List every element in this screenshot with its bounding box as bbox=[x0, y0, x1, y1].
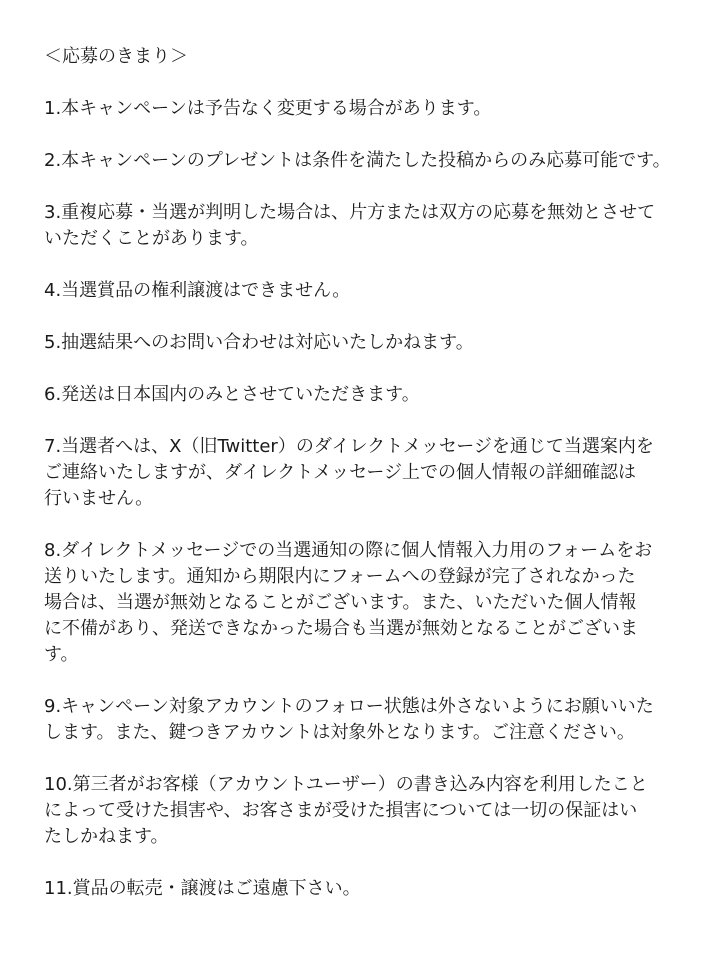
rule-item-7 bbox=[44, 434, 694, 512]
rule-line: いただくことがあります。 bbox=[44, 228, 259, 249]
rule-line: 10.第三者がお客様（アカウントユーザー）の書き込み内容を利用したこと bbox=[44, 774, 648, 795]
rule-item-8 bbox=[44, 538, 694, 668]
rule-item-11 bbox=[44, 876, 694, 902]
rule-line: します。また、鍵つきアカウントは対象外となります。ご注意ください。 bbox=[44, 722, 635, 743]
rule-item-2 bbox=[44, 148, 694, 174]
rule-line: に不備があり、発送できなかった場合も当選が無効となることがございま bbox=[44, 618, 638, 639]
rule-line: 1.本キャンペーンは予告なく変更する場合があります。 bbox=[44, 98, 492, 119]
rule-item-1 bbox=[44, 96, 694, 122]
rule-line: 4.当選賞品の権利譲渡はできません。 bbox=[44, 280, 351, 301]
rule-line: す。 bbox=[44, 644, 79, 665]
rule-line: 5.抽選結果へのお問い合わせは対応いたしかねます。 bbox=[44, 332, 474, 353]
rule-line: 2.本キャンペーンのプレゼントは条件を満たした投稿からのみ応募可能です。 bbox=[44, 150, 671, 171]
rule-item-5 bbox=[44, 330, 694, 356]
rule-line: 送りいたします。通知から期限内にフォームへの登録が完了されなかった bbox=[44, 566, 636, 587]
rule-item-6 bbox=[44, 382, 694, 408]
rule-item-10 bbox=[44, 772, 694, 850]
rule-line: によって受けた損害や、お客さまが受けた損害については一切の保証はい bbox=[44, 800, 638, 821]
rule-line: 11.賞品の転売・譲渡はご遠慮下さい。 bbox=[44, 878, 361, 899]
rule-line: 8.ダイレクトメッセージでの当選通知の際に個人情報入力用のフォームをお bbox=[44, 540, 653, 561]
rule-line: 行いません。 bbox=[44, 488, 154, 509]
rule-line: 場合は、当選が無効となることがございます。また、いただいた個人情報 bbox=[44, 592, 637, 613]
rule-line: ご連絡いたしますが、ダイレクトメッセージ上での個人情報の詳細確認は bbox=[44, 462, 637, 483]
rule-line: 7.当選者へは、X（旧Twitter）のダイレクトメッセージを通じて当選案内を bbox=[44, 436, 654, 457]
rules-document bbox=[44, 44, 694, 928]
page-title: ＜応募のきまり＞ bbox=[44, 46, 188, 67]
rule-line: たしかねます。 bbox=[44, 826, 169, 847]
rule-line: 9.キャンペーン対象アカウントのフォロー状態は外さないようにお願いいた bbox=[44, 696, 654, 717]
rule-line: 6.発送は日本国内のみとさせていただきます。 bbox=[44, 384, 420, 405]
rule-item-4 bbox=[44, 278, 694, 304]
rule-item-9 bbox=[44, 694, 694, 746]
rule-item-3 bbox=[44, 200, 694, 252]
rule-line: 3.重複応募・当選が判明した場合は、片方または双方の応募を無効とさせて bbox=[44, 202, 656, 223]
